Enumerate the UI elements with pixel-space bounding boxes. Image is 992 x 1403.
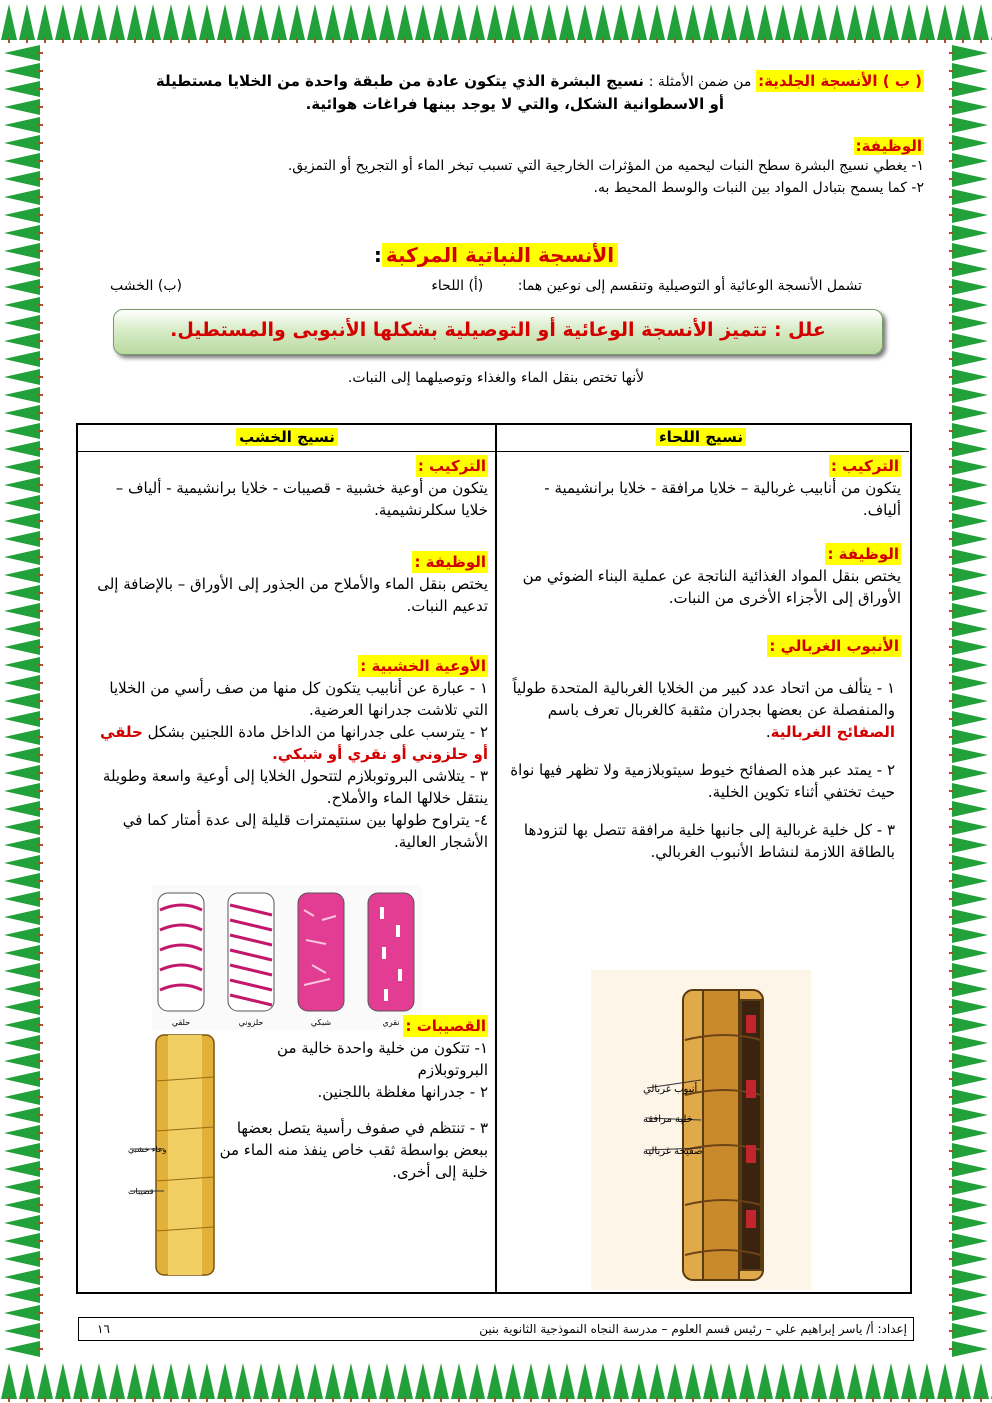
sieve-tube-drawing bbox=[591, 970, 811, 1290]
compound-intro-text: تشمل الأنسجة الوعائية أو التوصيلية وتنقسم إلى نوعين هما: bbox=[517, 278, 862, 294]
fig-label-companion-cell: خلية مرافقة bbox=[643, 1114, 693, 1125]
sieve-point-2: ٢ - يمتد عبر هذه الصفائح خيوط سيتوبلازمية ولا تظهر فيها نواة حيث تختفي أثناء تكوين الخلية. bbox=[510, 761, 895, 801]
sieve-tube-figure bbox=[591, 970, 811, 1290]
skin-function-label: الوظيفة: bbox=[855, 137, 922, 155]
page-footer bbox=[78, 1317, 914, 1341]
tree-border-right bbox=[948, 44, 992, 1359]
vessel-label-pitted: نقري bbox=[382, 1018, 400, 1027]
fig-label-vessel: وعاء خشبي bbox=[128, 1145, 167, 1154]
phloem-structure-text: يتكون من أنابيب غربالية – خلايا مرافقة - خلايا برانشيمية - ألياف. bbox=[544, 479, 901, 519]
phloem-structure bbox=[503, 455, 901, 521]
tree-border-top bbox=[0, 0, 992, 44]
tree-border-left bbox=[0, 44, 44, 1359]
sieve-point-1: ١ - يتألف من اتحاد عدد كبير من الخلايا الغربالية المتحدة طولياً والمنفصلة عن بعضها بجدران مثقبة كالغربال تعرف باسم الصفائح الغربالية. bbox=[512, 679, 895, 741]
xylem-structure-text: يتكون من أوعية خشبية - قصيبات - خلايا برانشيمية - ألياف – خلايا سكلرنشيمية. bbox=[115, 479, 488, 519]
xylem-vessel-point-1: ١ - عبارة عن أنابيب يتكون كل منها من صف رأسي من الخلايا التي تلاشت جدرانها العرضية. bbox=[109, 679, 488, 719]
sieve-point-1-text: ١ - يتألف من اتحاد عدد كبير من الخلايا الغربالية المتحدة طولياً والمنفصلة عن بعضها بجدران مثقبة كالغربال تعرف باسم bbox=[512, 679, 895, 719]
xylem-header bbox=[78, 428, 496, 446]
skin-function bbox=[64, 136, 924, 199]
sieve-tube bbox=[503, 635, 901, 863]
compound-type-a: (أ) اللحاء bbox=[431, 278, 484, 294]
vessel-types-figure bbox=[152, 885, 422, 1030]
compound-title-text: الأنسجة النباتية المركبة bbox=[382, 243, 618, 267]
phloem-xylem-table bbox=[76, 423, 912, 1294]
sieve-plates-term: الصفائح الغربالية bbox=[770, 723, 895, 741]
xylem-vessels-label: الأوعية الخشبية : bbox=[360, 657, 486, 675]
fig-label-sieve-plate: صفيحة غربالية bbox=[643, 1146, 703, 1157]
xylem-structure bbox=[90, 455, 488, 521]
fig-label-tracheids: قصيبات bbox=[128, 1187, 154, 1196]
compound-intro bbox=[431, 278, 862, 294]
skin-tissue-definition bbox=[64, 70, 924, 115]
xylem-header-text: نسيج الخشب bbox=[236, 428, 338, 446]
xylem-vessels bbox=[90, 655, 488, 853]
phloem-column bbox=[493, 425, 910, 1292]
xylem-column bbox=[78, 425, 496, 1292]
tracheid-point-1: ١- تتكون من خلية واحدة خالية من البروتوبلازم bbox=[277, 1039, 488, 1079]
skin-tissue-label: ( ب ) الأنسجة الجلدية: bbox=[758, 72, 922, 90]
xylem-vessel-point-2 bbox=[90, 721, 488, 765]
skin-definition-2: أو الاسطوانية الشكل، والتي لا يوجد بينها فراغات هوائية. bbox=[305, 95, 724, 113]
tracheid-point-3: ٣ - تنتظم في صفوف رأسية يتصل بعضها ببعض بواسطة ثقب خاص ينفذ منه الماء من خلية إلى أخرى. bbox=[219, 1119, 488, 1181]
vessel-label-spiral: حلزوني bbox=[238, 1018, 264, 1027]
sieve-point-3: ٣ - كل خلية غربالية إلى جانبها خلية مرافقة تتصل بها لتزودها بالطاقة اللازمة لنشاط الأنبوب الغربالي. bbox=[523, 821, 895, 861]
compound-title bbox=[0, 243, 992, 267]
phloem-function-label: الوظيفة : bbox=[827, 545, 899, 563]
xylem-vessel-point-4: ٤- يتراوح طولها بين سنتيمترات قليلة إلى عدة أمتار كما في الأشجار العالية. bbox=[122, 811, 488, 851]
skin-function-1: ١- يغطي نسيج البشرة سطح النبات ليحميه من المؤثرات الخارجية التي تسبب تبخر الماء أو التجريح أو التمزيق. bbox=[287, 158, 924, 174]
xylem-function bbox=[90, 551, 488, 617]
skin-definition-1: نسيج البشرة الذي يتكون عادة من طبقة واحدة من الخلايا مستطيلة bbox=[155, 72, 644, 90]
reason-question: علل : تتميز الأنسجة الوعائية أو التوصيلية بشكلها الأنبوبى والمستطيل. bbox=[170, 319, 826, 341]
compound-type-b: (ب) الخشب bbox=[110, 278, 182, 294]
tracheid-point-2: ٢ - جدرانها مغلظة باللجنين. bbox=[317, 1083, 488, 1101]
phloem-header bbox=[493, 428, 909, 446]
xylem-function-label: الوظيفة : bbox=[414, 553, 486, 571]
xylem-structure-label: التركيب : bbox=[417, 457, 486, 475]
tracheids-label: القصيبات : bbox=[405, 1017, 486, 1035]
skin-function-2: ٢- كما يسمح بتبادل المواد بين النبات والوسط المحيط به. bbox=[593, 180, 924, 196]
fig-label-sieve-tube: أنبوب غربالي bbox=[643, 1084, 698, 1095]
tracheids-figure bbox=[94, 1031, 218, 1281]
vessel-types-drawing bbox=[152, 885, 422, 1030]
page-number: ١٦ bbox=[97, 1322, 110, 1336]
vessel-label-reticulate: شبكي bbox=[310, 1018, 332, 1027]
phloem-structure-label: التركيب : bbox=[830, 457, 899, 475]
tracheids-drawing bbox=[94, 1031, 218, 1281]
tree-border-bottom bbox=[0, 1359, 992, 1403]
reason-box bbox=[113, 309, 883, 355]
lignin-patterns-term: حلقي أو حلزوني أو نقري أو شبكي. bbox=[99, 723, 488, 763]
compound-title-colon: : bbox=[373, 243, 382, 267]
xylem-vessel-point-2-text: ٢ - يترسب على جدرانها من الداخل مادة اللجنين بشكل bbox=[147, 723, 488, 741]
phloem-header-text: نسيج اللحاء bbox=[656, 428, 746, 446]
footer-credit: إعداد: أ/ ياسر إبراهيم علي – رئيس قسم العلوم – مدرسة النجاه النموذجية الثانوية بنين bbox=[479, 1322, 907, 1336]
phloem-function bbox=[503, 543, 901, 609]
xylem-vessel-point-3: ٣ - يتلاشى البروتوبلازم لتتحول الخلايا إلى أوعية واسعة وطويلة ينتقل خلالها الماء والأملاح. bbox=[102, 767, 488, 807]
xylem-function-text: يختص بنقل الماء والأملاح من الجذور إلى الأوراق – بالإضافة إلى تدعيم النبات. bbox=[97, 575, 488, 615]
skin-example: من ضمن الأمثلة : bbox=[648, 74, 752, 90]
reason-answer: لأنها تختص بنقل الماء والغذاء وتوصيلهما إلى النبات. bbox=[347, 370, 645, 386]
phloem-function-text: يختص بنقل المواد الغذائية الناتجة عن عملية البناء الضوئي من الأوراق إلى الأجزاء الأخرى من النبات. bbox=[522, 567, 901, 607]
tracheids bbox=[218, 1015, 488, 1183]
vessel-label-annular: حلقي bbox=[171, 1018, 191, 1027]
sieve-tube-label: الأنبوب الغربالي : bbox=[769, 637, 899, 655]
